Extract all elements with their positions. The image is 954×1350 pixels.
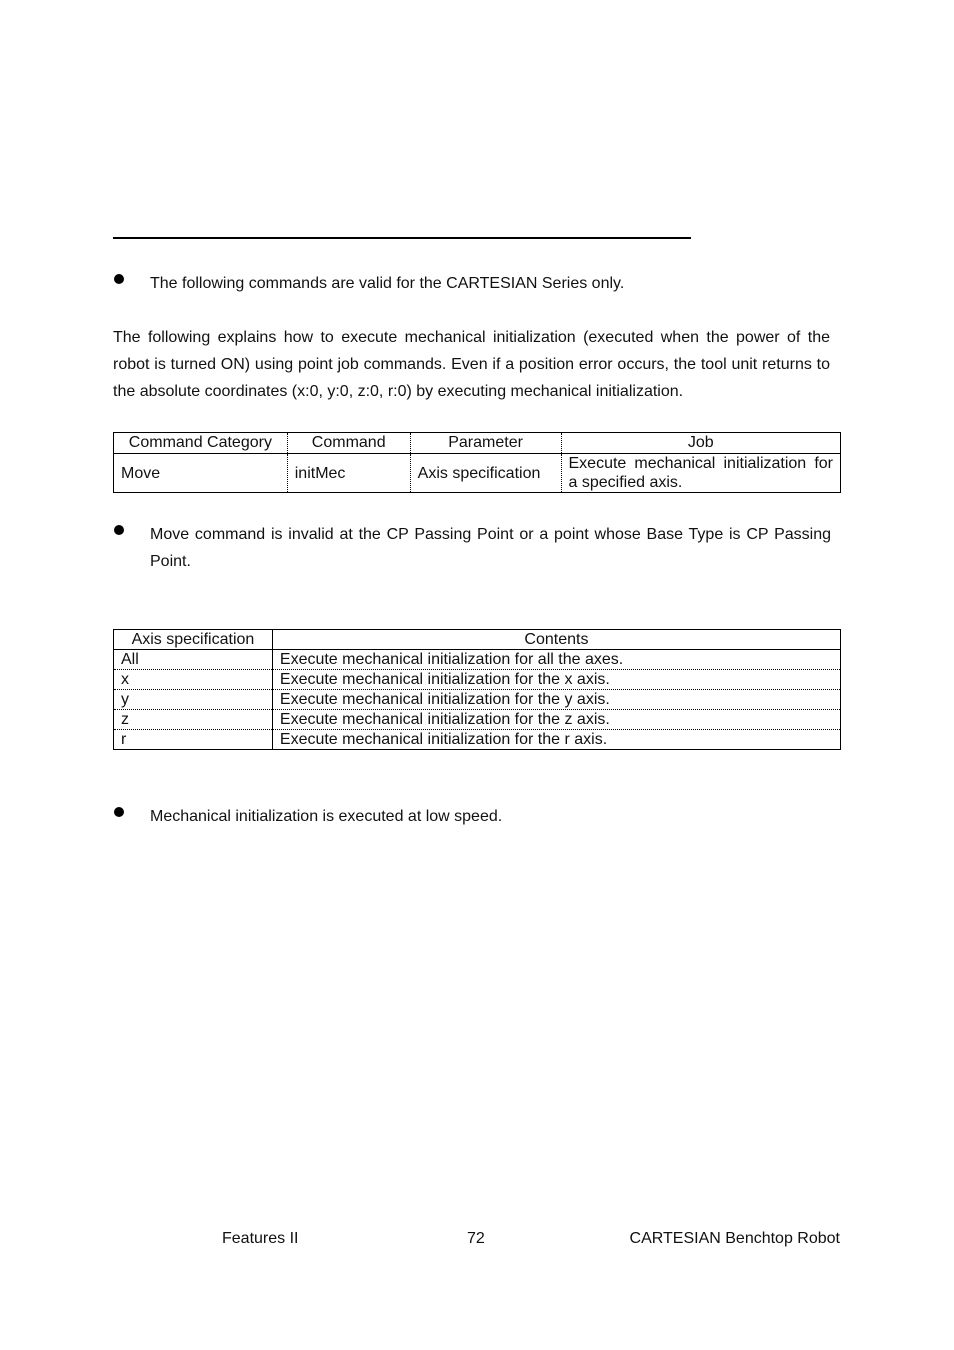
note-move-invalid: Move command is invalid at the CP Passing Point or a point whose Base Type is CP Passing Point. [113, 521, 831, 575]
bullet-icon [114, 807, 124, 817]
bullet-icon [114, 525, 124, 535]
cell-contents: Execute mechanical initialization for all the axes. [272, 650, 840, 670]
cell-contents: Execute mechanical initialization for the r axis. [272, 730, 840, 750]
cell-command: initMec [287, 454, 410, 493]
header-axis-specification: Axis specification [114, 630, 273, 650]
cell-contents: Execute mechanical initialization for the z axis. [272, 710, 840, 730]
cell-job: Execute mechanical initialization for a specified axis. [561, 454, 841, 493]
table-header-row [114, 433, 841, 454]
intro-paragraph: The following explains how to execute mechanical initialization (executed when the power of the robot is turned ON) using point job commands. Even if a position error occurs, the tool unit returns to the absolute coordinates (x:0, y:0, z:0, r:0) by executing mechanical initialization. [113, 329, 830, 400]
section-divider [113, 237, 691, 239]
footer-section-title: Features II [222, 1230, 299, 1247]
header-job: Job [561, 433, 841, 454]
table-row [114, 730, 841, 750]
bullet-icon [114, 274, 124, 284]
table-row [114, 650, 841, 670]
footer-page-number: 72 [467, 1230, 485, 1247]
table-row [114, 454, 841, 493]
header-command: Command [287, 433, 410, 454]
header-command-category: Command Category [114, 433, 288, 454]
table-row [114, 710, 841, 730]
command-table [113, 432, 841, 493]
cell-contents: Execute mechanical initialization for the x axis. [272, 670, 840, 690]
cell-axis: z [114, 710, 273, 730]
cell-contents: Execute mechanical initialization for the y axis. [272, 690, 840, 710]
cell-parameter: Axis specification [410, 454, 561, 493]
table-header-row [114, 630, 841, 650]
header-parameter: Parameter [410, 433, 561, 454]
note-low-speed: Mechanical initialization is executed at low speed. [113, 803, 831, 830]
table-row [114, 690, 841, 710]
cell-category: Move [114, 454, 288, 493]
header-contents: Contents [272, 630, 840, 650]
note-cartesian-only: The following commands are valid for the CARTESIAN Series only. [113, 270, 831, 297]
axis-table [113, 629, 841, 750]
table-row [114, 670, 841, 690]
cell-axis: y [114, 690, 273, 710]
cell-axis: All [114, 650, 273, 670]
cell-axis: x [114, 670, 273, 690]
footer-product-name: CARTESIAN Benchtop Robot [629, 1230, 840, 1247]
cell-axis: r [114, 730, 273, 750]
